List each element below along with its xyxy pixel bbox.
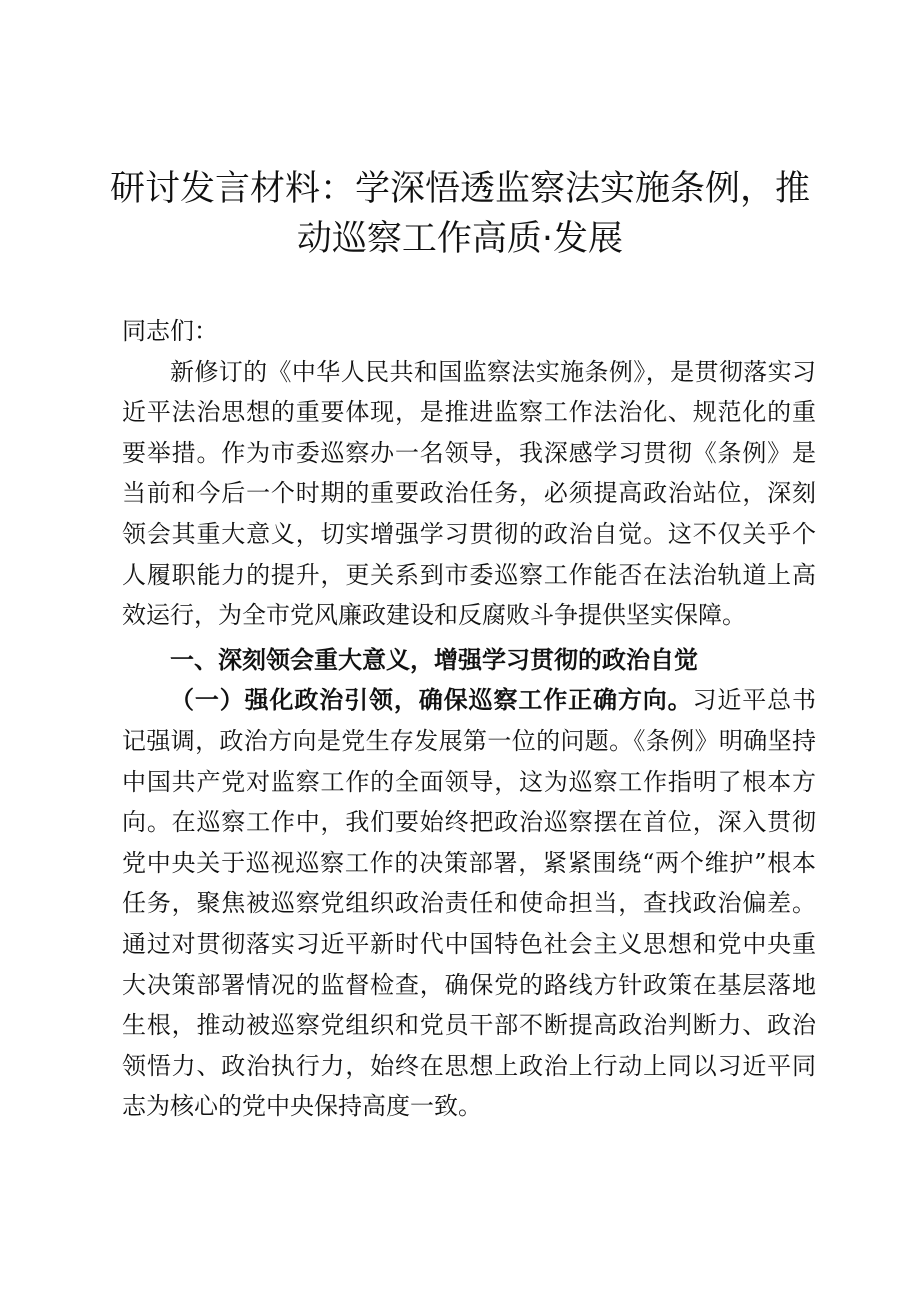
- section-1-sub-1-text: 习近平总书记强调，政治方向是党生存发展第一位的问题。《条例》明确坚持中国共产党对监察工作的全面领导，这为巡察工作指明了根本方向。在巡察工作中，我们要始终把政治巡察摆在首位，深入贯彻党中央关于巡视巡察工作的决策部署，紧紧围绕“两个维护”根本任务，聚焦被巡察党组织政治责任和使命担当，查找政治偏差。通过对贯彻落实习近平新时代中国特色社会主义思想和党中央重大决策部署情况的监督检查，确保党的路线方针政策在基层落地生根，推动被巡察党组织和党员干部不断提高政治判断力、政治领悟力、政治执行力，始终在思想上政治上行动上同以习近平同志为核心的党中央保持高度一致。: [122, 686, 817, 1121]
- section-1-heading: 一、深刻领会重大意义，增强学习贯彻的政治自觉: [170, 645, 698, 674]
- section-1-sub-1-lead: （一）强化政治引领，确保巡察工作正确方向。: [170, 686, 693, 715]
- document-title: 研讨发言材料：学深悟透监察法实施条例，推动巡察工作高质·发展: [110, 169, 811, 259]
- intro-paragraph: 新修订的《中华人民共和国监察法实施条例》，是贯彻落实习近平法治思想的重要体现，是推进监察工作法治化、规范化的重要举措。作为市委巡察办一名领导，我深感学习贯彻《条例》是当前和今后一个时期的重要政治任务，必须提高政治站位，深刻领会其重大意义，切实增强学习贯彻的政治自觉。这不仅关乎个人履职能力的提升，更关系到市委巡察工作能否在法治轨道上高效运行，为全市党风廉政建设和反腐败斗争提供坚实保障。: [122, 357, 816, 630]
- salutation: 同志们：: [122, 317, 218, 345]
- document-body: [122, 311, 816, 1127]
- section-1-sub-1-paragraph: [122, 680, 816, 1127]
